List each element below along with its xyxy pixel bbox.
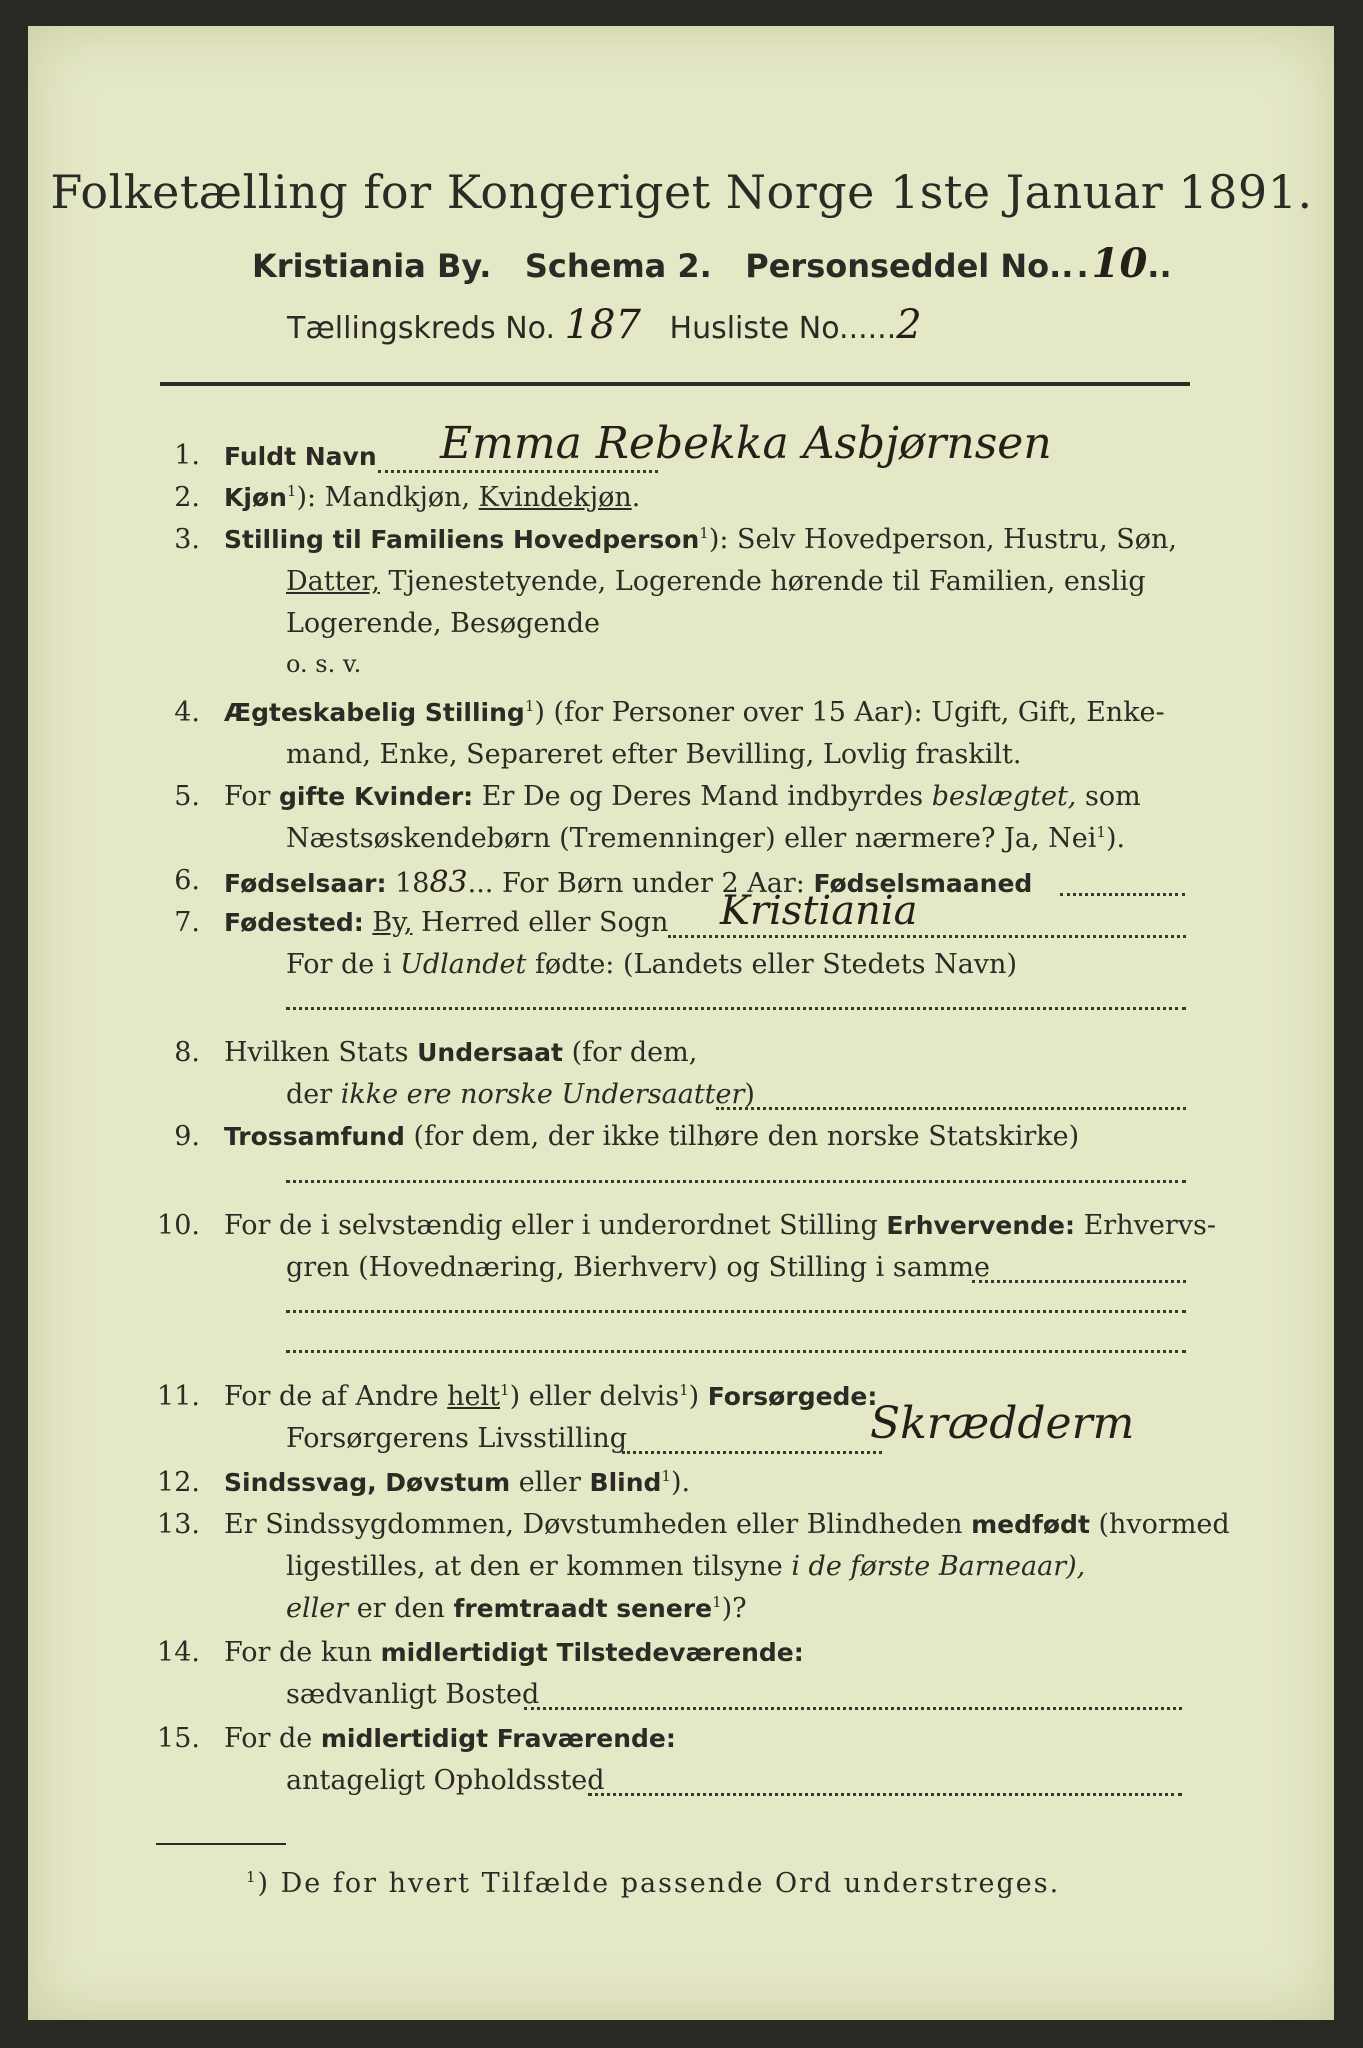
field-label-temp-present: midlertidigt Tilstedeværende:: [380, 1638, 804, 1667]
congenital-note-3: [286, 1593, 747, 1624]
field-label-sex: Kjøn: [224, 483, 287, 512]
prefix: Hvilken Stats: [224, 1037, 418, 1068]
field-number: 12.: [157, 1467, 200, 1498]
field-label-name: Fuldt Navn: [224, 442, 377, 471]
dependent-mid: ) eller delvis: [509, 1381, 680, 1412]
married-q-end: som: [1076, 781, 1141, 812]
dotted-line: [286, 1310, 1186, 1313]
cong-mid: er den: [348, 1593, 454, 1624]
schema-label: Schema 2.: [524, 247, 712, 285]
footnote-divider: [156, 1843, 286, 1845]
religion-note: (for dem, der ikke tilhøre den norske Statskirke): [404, 1121, 1080, 1152]
field-congenital: [224, 1509, 1230, 1540]
sex-options: ): Mandkjøn,: [296, 482, 479, 513]
abroad-italic: Udlandet: [400, 949, 527, 980]
abroad-rest: fødte: (Landets eller Stedets Navn): [526, 949, 1017, 980]
prefix: Er Sindssygdommen, Døvstumheden eller Blindheden: [224, 1509, 972, 1540]
occupation-note-1: Erhvervs-: [1075, 1210, 1216, 1241]
field-number: 7.: [174, 907, 200, 938]
husliste-label: Husliste No.: [669, 311, 849, 346]
birth-year-value[interactable]: 83: [429, 865, 468, 900]
footnote: [246, 1868, 1060, 1899]
field-label-marital: Ægteskabelig Stilling: [224, 698, 525, 727]
congenital-note-2: [286, 1551, 1085, 1582]
field-number: 11.: [157, 1381, 200, 1412]
married-q-2-text: Næstsøskendebørn (Tremenninger) eller nærmere? Ja, Nei: [286, 823, 1097, 854]
footnote-ref: 1: [524, 697, 535, 715]
field-number: 13.: [157, 1509, 200, 1540]
field-label-dependent: Forsørgede:: [707, 1382, 878, 1411]
field-label-congenital: medfødt: [971, 1510, 1090, 1539]
citizenship-note-1: (for dem,: [562, 1037, 698, 1068]
congenital-note-1: (hvormed: [1089, 1509, 1230, 1540]
field-temp-present: [224, 1637, 804, 1668]
field-label-religion: Trossamfund: [224, 1122, 405, 1151]
kreds-label: Tællingskreds No.: [287, 311, 555, 346]
footnote-ref: 1: [1096, 823, 1106, 841]
field-number: 6.: [174, 865, 200, 896]
footnote-text: ) De for hvert Tilfælde passende Ord understreges.: [257, 1868, 1061, 1899]
personseddel-value[interactable]: 10: [1091, 240, 1148, 287]
provider-value[interactable]: Skrædderm: [870, 1398, 1135, 1449]
footnote-mark: 1: [246, 1868, 258, 1886]
field-marital: [224, 697, 1165, 728]
prefix: For de af Andre: [224, 1381, 448, 1412]
birthplace-value[interactable]: Kristiania: [720, 888, 918, 934]
name-value[interactable]: Emma Rebekka Asbjørnsen: [440, 418, 1052, 469]
footnote-ref: 1: [712, 1593, 722, 1611]
whereabouts-label: antageligt Opholdssted: [286, 1765, 605, 1796]
birthplace-selected[interactable]: By,: [372, 907, 413, 938]
usual-residence-label: sædvanligt Bosted: [286, 1679, 540, 1710]
birth-month-note: For Børn under 2 Aar:: [501, 868, 814, 899]
field-sex: [224, 482, 640, 513]
field-label-temp-absent: midlertidigt Fraværende:: [320, 1724, 676, 1753]
birthplace-options: Herred eller Sogn: [412, 907, 669, 938]
punct: )?: [721, 1593, 747, 1624]
year-prefix: 18: [386, 868, 430, 899]
field-married-women: [224, 781, 1141, 812]
header-divider: [160, 382, 1190, 386]
footnote-ref: 1: [679, 1381, 689, 1399]
form-subheader-2: Tællingskreds No. 187 Husliste No......2: [287, 302, 922, 348]
field-number: 5.: [174, 781, 200, 812]
married-q-2: [286, 823, 1125, 854]
footnote-ref: 1: [286, 482, 297, 500]
dotted-line: [588, 1793, 1182, 1796]
family-options-3: Logerende, Besøgende: [286, 608, 600, 639]
citizenship-note-2: [286, 1079, 755, 1110]
field-number: 8.: [174, 1037, 200, 1068]
cit-pre: der: [286, 1079, 341, 1110]
dotted-line: [378, 470, 658, 473]
family-options-1: ): Selv Hovedperson, Hustru, Søn,: [708, 524, 1177, 555]
disability-mid: eller: [510, 1467, 590, 1498]
married-q-italic: beslægtet,: [931, 781, 1077, 812]
city-label: Kristiania By.: [252, 247, 492, 285]
field-number: 14.: [157, 1637, 200, 1668]
dotted-line: [286, 1007, 1186, 1010]
abroad-note: [286, 949, 1017, 980]
field-disability: [224, 1467, 690, 1498]
marital-options-2: mand, Enke, Separeret efter Bevilling, Lovlig fraskilt.: [286, 739, 1022, 770]
field-number: 9.: [174, 1121, 200, 1152]
husliste-value[interactable]: 2: [896, 302, 922, 348]
field-label-citizenship: Undersaat: [417, 1038, 563, 1067]
personseddel-label: Personseddel No.: [745, 247, 1062, 285]
field-number: 4.: [174, 697, 200, 728]
field-label-married-women: gifte Kvinder:: [279, 782, 474, 811]
field-label-family: Stilling til Familiens Hovedperson: [224, 525, 700, 554]
field-number: 3.: [174, 524, 200, 555]
field-dependent: [224, 1381, 877, 1412]
cong-eller: eller: [286, 1593, 349, 1624]
field-label-later: fremtraadt senere: [453, 1594, 713, 1623]
field-number: 10.: [157, 1210, 200, 1241]
dotted-line: [716, 1107, 1186, 1110]
abroad-pre: For de i: [286, 949, 401, 980]
kreds-value[interactable]: 187: [564, 302, 641, 348]
punct: ).: [670, 1467, 691, 1498]
family-options-2-text: Tjenestetyende, Logerende hørende til Familien, enslig: [379, 566, 1146, 597]
dotted-line: [668, 935, 1186, 938]
field-citizenship: [224, 1037, 697, 1068]
cong-pre: ligestilles, at den er kommen tilsyne: [286, 1551, 792, 1582]
prefix: For de kun: [224, 1637, 381, 1668]
field-religion: [224, 1121, 1079, 1152]
field-label-birth-year: Fødselsaar:: [224, 869, 387, 898]
family-options-4: o. s. v.: [286, 650, 362, 678]
field-occupation: [224, 1210, 1216, 1241]
field-number: 15.: [157, 1723, 200, 1754]
dotted-line: [286, 1180, 1186, 1183]
prefix: For de: [224, 1723, 321, 1754]
footnote-ref: 1: [699, 524, 709, 542]
field-number: 1.: [174, 440, 200, 471]
sex-selected[interactable]: Kvindekjøn: [478, 482, 632, 513]
prefix: For: [224, 781, 280, 812]
cong-italic: i de første Barneaar),: [791, 1551, 1086, 1582]
dotted-line: [972, 1280, 1186, 1283]
dotted-line: [286, 1350, 1186, 1353]
footnote-ref: 1: [500, 1381, 510, 1399]
dependent-selected[interactable]: helt: [447, 1381, 501, 1412]
field-label-birthplace: Fødested:: [224, 908, 364, 937]
form-subheader: Kristiania By. Schema 2. Personseddel No...10..: [252, 240, 1172, 287]
field-label-blind: Blind: [589, 1468, 662, 1497]
cit-italic: ikke ere norske Undersaatter: [340, 1079, 745, 1110]
field-label-occupation: Erhvervende:: [886, 1211, 1076, 1240]
punct: .: [631, 482, 641, 513]
dotted-line: [524, 1707, 1182, 1710]
cit-end: ): [744, 1079, 755, 1110]
married-q-1: Er De og Deres Mand indbyrdes: [473, 781, 932, 812]
dotted-line: [1060, 893, 1185, 896]
family-options-2: [286, 566, 1146, 597]
page-title: Folketælling for Kongeriget Norge 1ste Januar 1891.: [50, 165, 1313, 219]
field-family-position: [224, 524, 1177, 555]
footnote-ref: 1: [661, 1467, 671, 1485]
dotted-line: [622, 1451, 882, 1454]
field-birth-year: Fødselsaar: 1883... For Børn under 2 Aar: Fødselsmaaned: [224, 865, 1033, 900]
field-number: 2.: [174, 482, 200, 513]
field-label-disability: Sindssvag, Døvstum: [224, 1468, 511, 1497]
punct: ): [688, 1381, 708, 1412]
family-selected[interactable]: Datter,: [286, 566, 380, 597]
prefix: For de i selvstændig eller i underordnet Stilling: [224, 1210, 887, 1241]
marital-options-1: ) (for Personer over 15 Aar): Ugift, Gift, Enke-: [534, 697, 1165, 728]
provider-label: Forsørgerens Livsstilling: [286, 1423, 628, 1454]
occupation-note-2: gren (Hovednæring, Bierhverv) og Stilling i samme: [286, 1252, 991, 1283]
punct: ).: [1105, 823, 1126, 854]
field-label-birth-month: Fødselsmaaned: [813, 869, 1033, 898]
field-temp-absent: [224, 1723, 676, 1754]
field-birthplace: [224, 907, 668, 938]
